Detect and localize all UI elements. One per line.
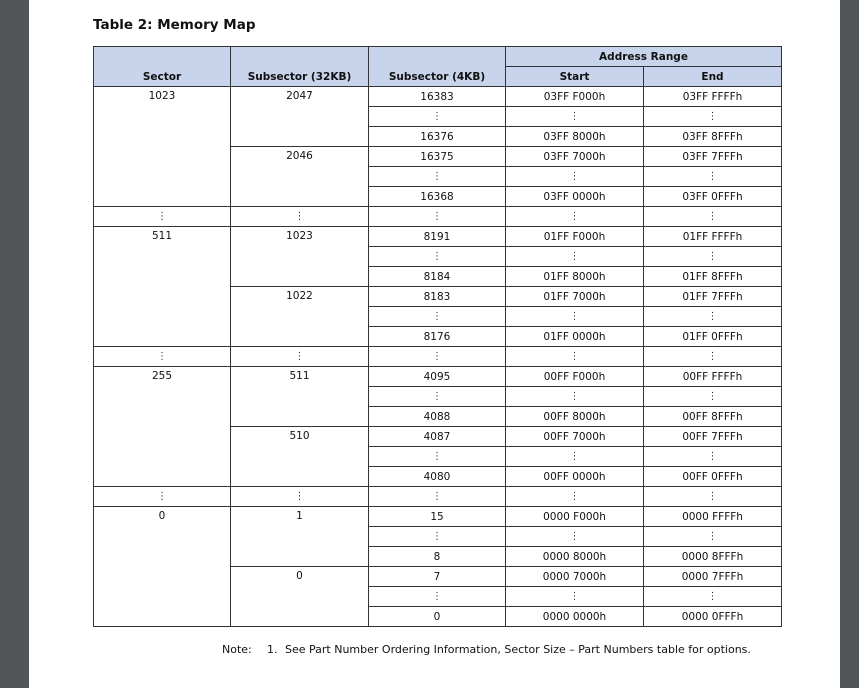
ellipsis-cell: ⋮ — [369, 587, 506, 607]
document-page — [29, 0, 840, 688]
ellipsis-cell: ⋮ — [644, 207, 782, 227]
subsector-32kb-cell: 1022 — [231, 287, 369, 347]
subsector-4kb-cell: 8184 — [369, 267, 506, 287]
end-address-cell: 01FF 7FFFh — [644, 287, 782, 307]
ellipsis-cell: ⋮ — [506, 447, 644, 467]
subsector-32kb-cell: 2046 — [231, 147, 369, 207]
subsector-4kb-cell: 4080 — [369, 467, 506, 487]
subsector-4kb-cell: 0 — [369, 607, 506, 627]
sector-cell: 0 — [94, 507, 231, 627]
end-address-cell: 00FF 0FFFh — [644, 467, 782, 487]
subsector-4kb-cell: 16375 — [369, 147, 506, 167]
subsector-4kb-cell: 7 — [369, 567, 506, 587]
ellipsis-cell: ⋮ — [231, 207, 369, 227]
ellipsis-cell: ⋮ — [506, 487, 644, 507]
start-address-cell: 03FF 0000h — [506, 187, 644, 207]
ellipsis-cell: ⋮ — [369, 487, 506, 507]
subsector-32kb-cell: 0 — [231, 567, 369, 627]
subsector-4kb-cell: 4088 — [369, 407, 506, 427]
start-address-cell: 03FF 8000h — [506, 127, 644, 147]
end-address-cell: 03FF 7FFFh — [644, 147, 782, 167]
note-label: Note: — [222, 643, 252, 656]
subsector-4kb-cell: 15 — [369, 507, 506, 527]
start-address-cell: 00FF F000h — [506, 367, 644, 387]
note-number: 1. — [267, 643, 278, 656]
ellipsis-row — [94, 487, 782, 507]
subsector-4kb-cell: 8176 — [369, 327, 506, 347]
ellipsis-cell: ⋮ — [506, 247, 644, 267]
start-address-cell: 0000 8000h — [506, 547, 644, 567]
end-address-cell: 0000 8FFFh — [644, 547, 782, 567]
end-address-cell: 03FF 8FFFh — [644, 127, 782, 147]
header-sector: Sector — [94, 47, 231, 87]
ellipsis-cell: ⋮ — [644, 107, 782, 127]
ellipsis-cell: ⋮ — [369, 107, 506, 127]
ellipsis-cell: ⋮ — [506, 107, 644, 127]
ellipsis-cell: ⋮ — [369, 247, 506, 267]
ellipsis-cell: ⋮ — [506, 387, 644, 407]
subsector-4kb-cell: 8191 — [369, 227, 506, 247]
header-address-range: Address Range — [506, 47, 782, 67]
ellipsis-cell: ⋮ — [506, 167, 644, 187]
ellipsis-cell: ⋮ — [94, 487, 231, 507]
start-address-cell: 01FF 7000h — [506, 287, 644, 307]
subsector-32kb-cell: 1023 — [231, 227, 369, 287]
header-subsector-4kb: Subsector (4KB) — [369, 47, 506, 87]
ellipsis-cell: ⋮ — [506, 207, 644, 227]
header-end: End — [644, 67, 782, 87]
ellipsis-cell: ⋮ — [369, 207, 506, 227]
start-address-cell: 00FF 7000h — [506, 427, 644, 447]
ellipsis-cell: ⋮ — [644, 487, 782, 507]
start-address-cell: 0000 F000h — [506, 507, 644, 527]
end-address-cell: 00FF FFFFh — [644, 367, 782, 387]
ellipsis-cell: ⋮ — [644, 447, 782, 467]
subsector-4kb-cell: 8 — [369, 547, 506, 567]
start-address-cell: 01FF F000h — [506, 227, 644, 247]
end-address-cell: 0000 7FFFh — [644, 567, 782, 587]
ellipsis-cell: ⋮ — [506, 347, 644, 367]
start-address-cell: 00FF 0000h — [506, 467, 644, 487]
table-note — [222, 643, 751, 656]
ellipsis-cell: ⋮ — [369, 347, 506, 367]
ellipsis-cell: ⋮ — [94, 347, 231, 367]
end-address-cell: 03FF 0FFFh — [644, 187, 782, 207]
subsector-4kb-cell: 16368 — [369, 187, 506, 207]
header-subsector-32kb: Subsector (32KB) — [231, 47, 369, 87]
table-row — [94, 367, 782, 387]
start-address-cell: 0000 7000h — [506, 567, 644, 587]
memory-map-body — [94, 87, 782, 627]
ellipsis-cell: ⋮ — [644, 587, 782, 607]
ellipsis-cell: ⋮ — [506, 527, 644, 547]
ellipsis-row — [94, 347, 782, 367]
ellipsis-cell: ⋮ — [644, 347, 782, 367]
ellipsis-row — [94, 207, 782, 227]
ellipsis-cell: ⋮ — [369, 167, 506, 187]
subsector-32kb-cell: 511 — [231, 367, 369, 427]
start-address-cell: 0000 0000h — [506, 607, 644, 627]
end-address-cell: 01FF 8FFFh — [644, 267, 782, 287]
ellipsis-cell: ⋮ — [644, 387, 782, 407]
ellipsis-cell: ⋮ — [369, 447, 506, 467]
ellipsis-cell: ⋮ — [644, 247, 782, 267]
subsector-4kb-cell: 4095 — [369, 367, 506, 387]
memory-map-table — [93, 46, 782, 627]
end-address-cell: 00FF 8FFFh — [644, 407, 782, 427]
subsector-4kb-cell: 16376 — [369, 127, 506, 147]
table-title: Table 2: Memory Map — [93, 17, 256, 33]
start-address-cell: 01FF 0000h — [506, 327, 644, 347]
start-address-cell: 03FF 7000h — [506, 147, 644, 167]
ellipsis-cell: ⋮ — [94, 207, 231, 227]
subsector-4kb-cell: 16383 — [369, 87, 506, 107]
start-address-cell: 01FF 8000h — [506, 267, 644, 287]
end-address-cell: 0000 0FFFh — [644, 607, 782, 627]
ellipsis-cell: ⋮ — [644, 307, 782, 327]
subsector-32kb-cell: 1 — [231, 507, 369, 567]
header-start: Start — [506, 67, 644, 87]
note-text: See Part Number Ordering Information, Sector Size – Part Numbers table for options. — [285, 643, 751, 656]
start-address-cell: 00FF 8000h — [506, 407, 644, 427]
subsector-32kb-cell: 2047 — [231, 87, 369, 147]
subsector-4kb-cell: 4087 — [369, 427, 506, 447]
ellipsis-cell: ⋮ — [644, 167, 782, 187]
subsector-4kb-cell: 8183 — [369, 287, 506, 307]
ellipsis-cell: ⋮ — [644, 527, 782, 547]
sector-cell: 511 — [94, 227, 231, 347]
ellipsis-cell: ⋮ — [369, 527, 506, 547]
sector-cell: 1023 — [94, 87, 231, 207]
start-address-cell: 03FF F000h — [506, 87, 644, 107]
table-row — [94, 227, 782, 247]
subsector-32kb-cell: 510 — [231, 427, 369, 487]
end-address-cell: 03FF FFFFh — [644, 87, 782, 107]
ellipsis-cell: ⋮ — [369, 307, 506, 327]
ellipsis-cell: ⋮ — [369, 387, 506, 407]
ellipsis-cell: ⋮ — [506, 307, 644, 327]
table-row — [94, 87, 782, 107]
ellipsis-cell: ⋮ — [231, 347, 369, 367]
sector-cell: 255 — [94, 367, 231, 487]
end-address-cell: 0000 FFFFh — [644, 507, 782, 527]
table-row — [94, 507, 782, 527]
end-address-cell: 01FF FFFFh — [644, 227, 782, 247]
ellipsis-cell: ⋮ — [506, 587, 644, 607]
end-address-cell: 00FF 7FFFh — [644, 427, 782, 447]
end-address-cell: 01FF 0FFFh — [644, 327, 782, 347]
ellipsis-cell: ⋮ — [231, 487, 369, 507]
